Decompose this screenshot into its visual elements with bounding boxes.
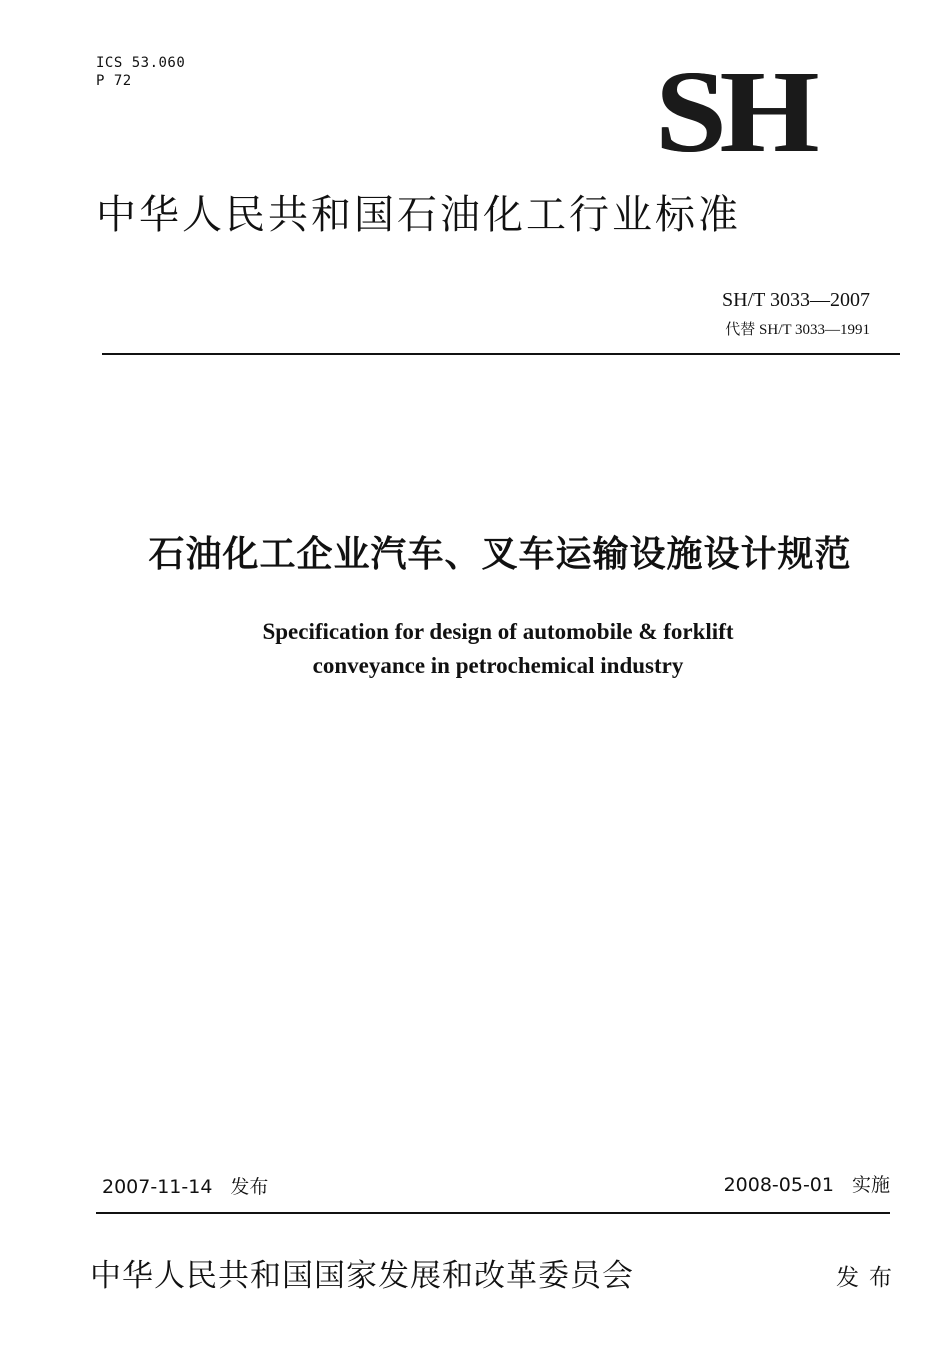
publisher-name: 中华人民共和国国家发展和改革委员会 — [90, 1258, 634, 1294]
issue-label: 发布 — [230, 1176, 269, 1198]
issue-date: 2007-11-14 — [102, 1176, 213, 1198]
standard-number: SH/T 3033—2007 — [722, 289, 870, 311]
class-code: P 72 — [96, 73, 132, 89]
sh-logo: SH — [655, 46, 813, 177]
effective-date: 2008-05-01 — [723, 1174, 834, 1196]
footer-divider — [96, 1212, 890, 1214]
document-title-cn: 石油化工企业汽车、叉车运输设施设计规范 — [148, 534, 852, 575]
effective-date-block — [724, 1172, 890, 1198]
issue-date-block — [102, 1174, 268, 1200]
document-title-en-line2: conveyance in petrochemical industry — [312, 653, 684, 678]
document-title-en-line1: Specification for design of automobile & forklift — [262, 619, 734, 644]
ics-classification — [96, 54, 185, 90]
effective-label: 实施 — [851, 1174, 890, 1196]
replaces-standard: 代替 SH/T 3033—1991 — [725, 322, 870, 338]
publish-label: 发布 — [836, 1265, 902, 1291]
standard-category-title: 中华人民共和国石油化工行业标准 — [96, 192, 741, 238]
ics-code: ICS 53.060 — [96, 55, 186, 71]
header-divider — [102, 353, 900, 355]
